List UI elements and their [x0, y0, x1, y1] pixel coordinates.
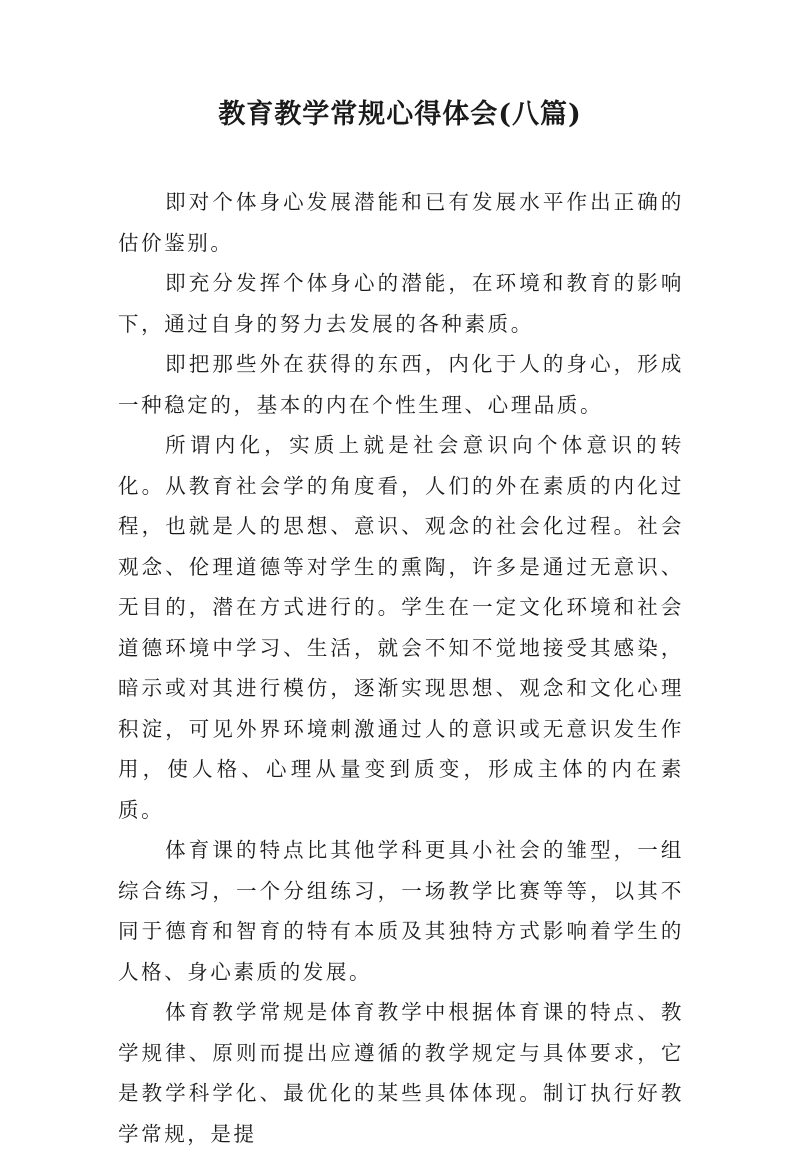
paragraph: 所谓内化，实质上就是社会意识向个体意识的转化。从教育社会学的角度看，人们的外在素质的内化过程，也就是人的思想、意识、观念的社会化过程。社会观念、伦理道德等对学生的熏陶，许多是通过无意识、无目的，潜在方式进行的。学生在一定文化环境和社会道德环境中学习、生活，就会不知不觉地接受其感染，暗示或对其进行模仿，逐渐实现思想、观念和文化心理积淀，可见外界环境刺激通过人的意识或无意识发生作用，使人格、心理从量变到质变，形成主体的内在素质。 [118, 433, 684, 822]
paragraph: 体育课的特点比其他学科更具小社会的雏型，一组综合练习，一个分组练习，一场教学比赛等等，以其不同于德育和智育的特有本质及其独特方式影响着学生的人格、身心素质的发展。 [118, 838, 684, 984]
paragraph: 即对个体身心发展潜能和已有发展水平作出正确的估价鉴别。 [118, 190, 684, 255]
paragraph: 即充分发挥个体身心的潜能，在环境和教育的影响下，通过自身的努力去发展的各种素质。 [118, 271, 684, 336]
paragraph: 体育教学常规是体育教学中根据体育课的特点、教学规律、原则而提出应遵循的教学规定与具体要求，它是教学科学化、最优化的某些具体体现。制订执行好教学常规，是提 [118, 1000, 684, 1146]
paragraph: 即把那些外在获得的东西，内化于人的身心，形成一种稳定的，基本的内在个性生理、心理品质。 [118, 352, 684, 417]
document-body [118, 182, 684, 1154]
document-title: 教育教学常规心得体会(八篇) [218, 99, 582, 130]
